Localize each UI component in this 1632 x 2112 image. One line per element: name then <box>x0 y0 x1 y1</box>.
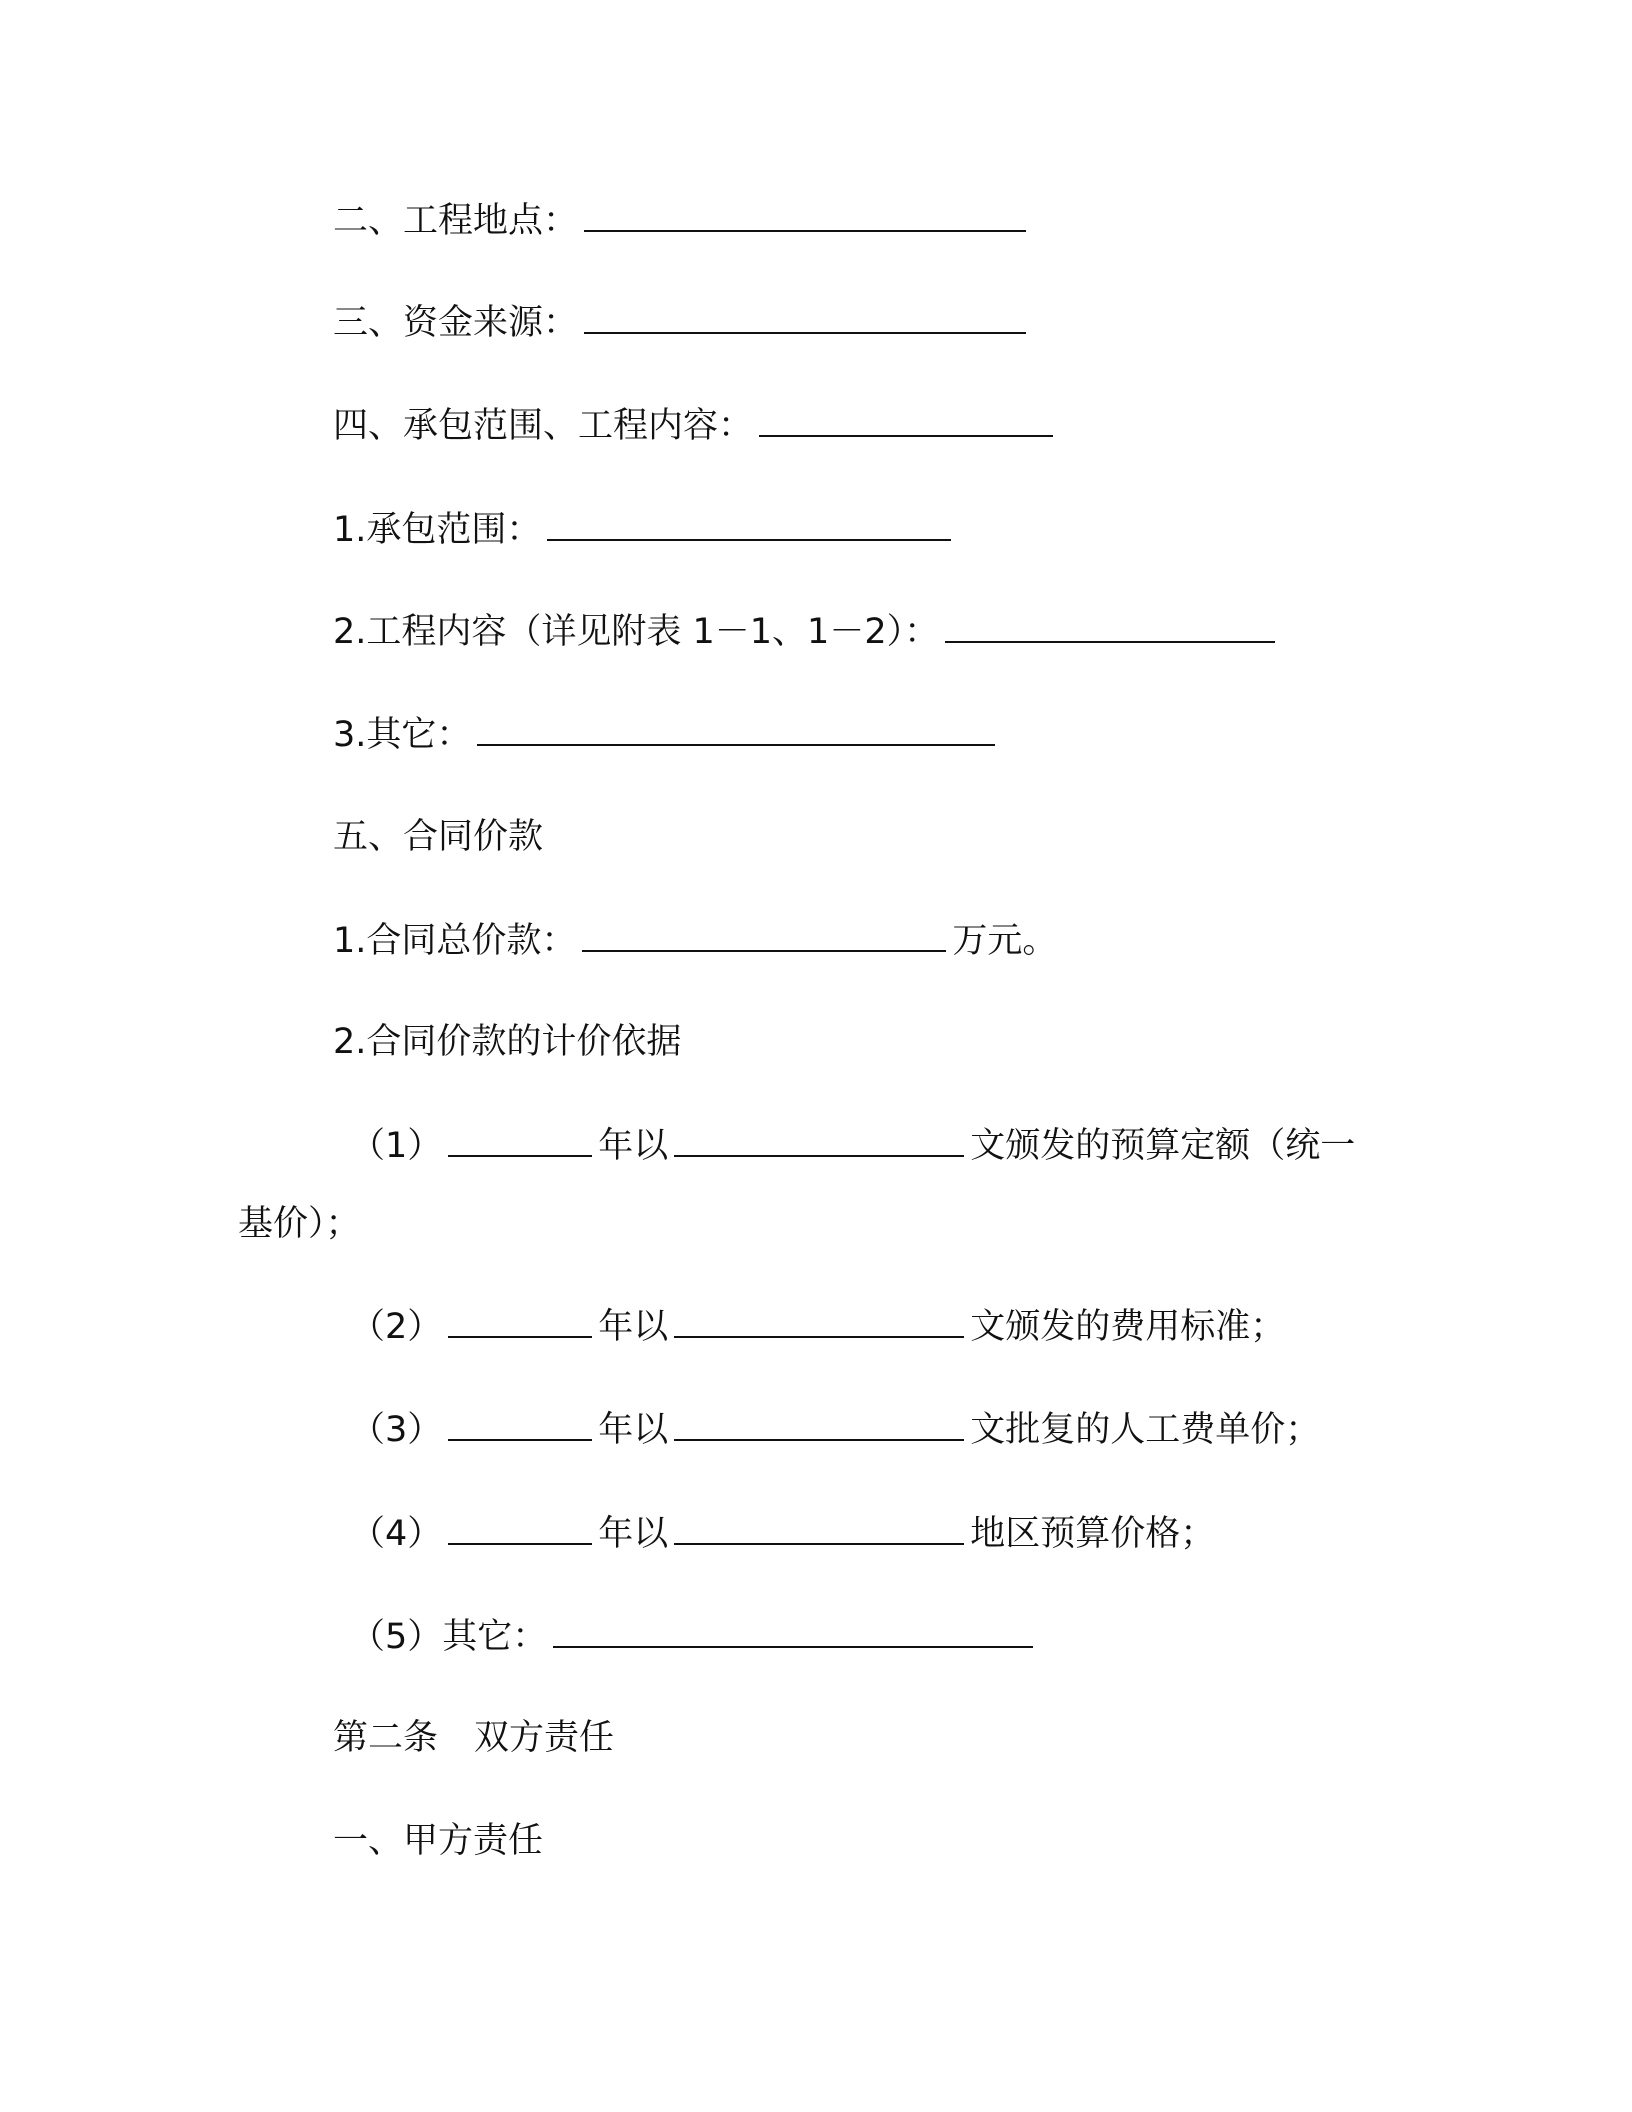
fund-source-label: 三、资金来源： <box>333 303 579 343</box>
basis-item-1-continued <box>238 1200 361 1248</box>
basis-item-4-text: 地区预算价格； <box>970 1514 1216 1554</box>
basis-item-1-text-continued: 基价）； <box>238 1204 361 1244</box>
basis-item-4-number: （4） <box>350 1514 443 1554</box>
basis-item-2-year-field[interactable] <box>448 1302 592 1338</box>
article-two-number: 第二条 <box>333 1718 439 1758</box>
basis-item-5-field[interactable] <box>553 1612 1033 1648</box>
basis-item-3-year-field[interactable] <box>448 1405 592 1441</box>
fund-source-field[interactable] <box>584 298 1026 334</box>
basis-item-4-region-field[interactable] <box>674 1509 964 1545</box>
scope-content-label: 四、承包范围、工程内容： <box>333 406 754 446</box>
basis-item-3-number: （3） <box>350 1410 443 1450</box>
total-price-label: 1.合同总价款： <box>333 921 577 961</box>
basis-item-2 <box>350 1302 1285 1350</box>
pricing-basis-heading: 2.合同价款的计价依据 <box>333 1022 682 1062</box>
contract-scope-label: 1.承包范围： <box>333 510 542 550</box>
basis-item-5-label: （5）其它： <box>350 1617 548 1657</box>
contract-scope-line <box>333 505 957 553</box>
basis-item-3-doc-field[interactable] <box>674 1405 964 1441</box>
basis-item-3 <box>350 1405 1320 1453</box>
contract-scope-field[interactable] <box>547 505 951 541</box>
basis-item-1-doc-field[interactable] <box>674 1121 964 1157</box>
basis-item-4-year-label: 年以 <box>598 1514 669 1554</box>
project-content-label: 2.工程内容（详见附表 1－1、1－2）： <box>333 612 940 652</box>
article-two-heading <box>333 1714 614 1762</box>
basis-item-1-number: （1） <box>350 1126 443 1166</box>
section-contract-price <box>333 813 543 861</box>
basis-item-2-number: （2） <box>350 1307 443 1347</box>
basis-item-2-year-label: 年以 <box>598 1307 669 1347</box>
total-price-unit: 万元。 <box>952 921 1058 961</box>
project-location-line <box>333 196 1032 244</box>
basis-item-3-year-label: 年以 <box>598 1410 669 1450</box>
fund-source-line <box>333 298 1032 346</box>
other-label: 3.其它： <box>333 715 472 755</box>
section-contract-price-heading: 五、合同价款 <box>333 817 544 857</box>
scope-content-line <box>333 401 1059 449</box>
article-two-title: 双方责任 <box>474 1718 615 1758</box>
basis-item-2-text: 文颁发的费用标准； <box>970 1307 1286 1347</box>
scope-content-field[interactable] <box>759 401 1053 437</box>
basis-item-3-text: 文批复的人工费单价； <box>970 1410 1321 1450</box>
total-price-field[interactable] <box>582 916 946 952</box>
project-content-line <box>333 607 1281 655</box>
party-a-title: 一、甲方责任 <box>333 1821 544 1861</box>
project-location-field[interactable] <box>584 196 1026 232</box>
basis-item-2-doc-field[interactable] <box>674 1302 964 1338</box>
basis-item-4-year-field[interactable] <box>448 1509 592 1545</box>
basis-item-5 <box>350 1612 1039 1660</box>
basis-item-4 <box>350 1509 1215 1557</box>
party-a-heading <box>333 1817 543 1865</box>
other-line <box>333 710 1001 758</box>
total-price-line <box>333 916 1057 964</box>
other-field[interactable] <box>477 710 995 746</box>
project-content-field[interactable] <box>945 607 1275 643</box>
basis-item-1-year-field[interactable] <box>448 1121 592 1157</box>
basis-item-1-text: 文颁发的预算定额（统一 <box>970 1126 1356 1166</box>
pricing-basis-line <box>333 1018 681 1066</box>
project-location-label: 二、工程地点： <box>333 201 579 241</box>
basis-item-1 <box>350 1121 1355 1169</box>
basis-item-1-year-label: 年以 <box>598 1126 669 1166</box>
